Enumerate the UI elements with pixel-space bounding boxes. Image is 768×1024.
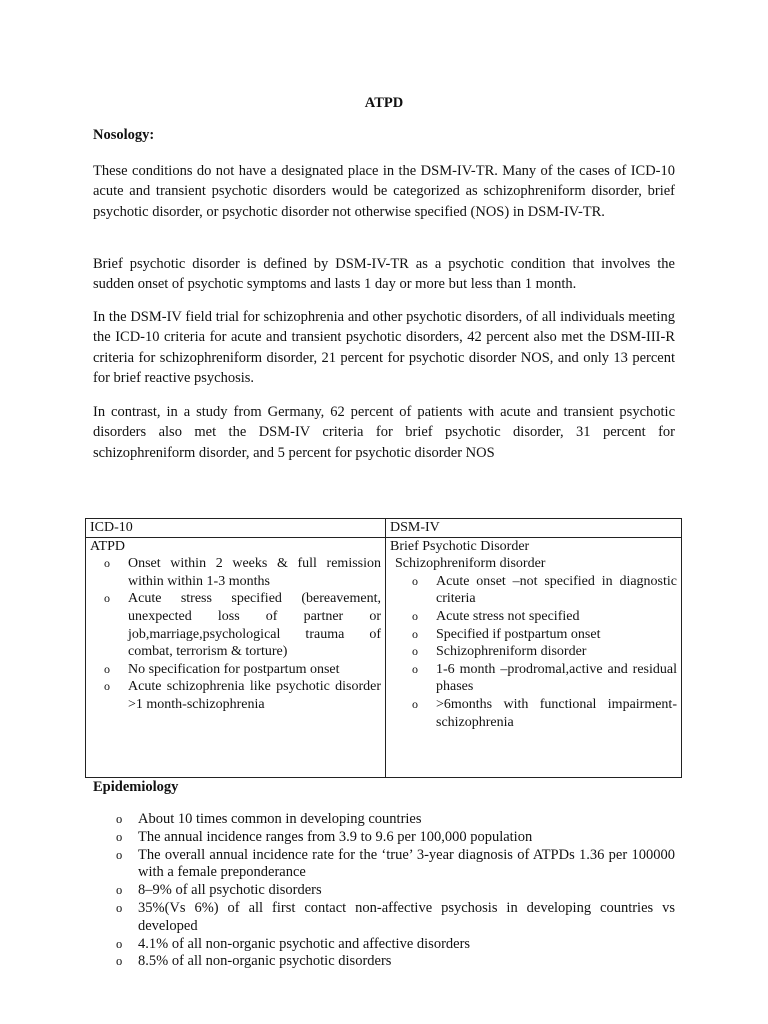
list-item: o Onset within 2 weeks & full remission within within 1-3 months [128,555,381,590]
table-body-row [86,537,682,777]
list-item: o The annual incidence ranges from 3.9 to 9.6 per 100,000 population [138,829,675,847]
list-item: o Specified if postpartum onset [436,626,677,644]
comparison-table [85,518,682,778]
list-item: o 8–9% of all psychotic disorders [138,882,675,900]
list-item: o Acute onset –not specified in diagnostic criteria [436,573,677,608]
dsm4-title-schizophreniform: Schizophreniform disorder [395,556,546,572]
nosology-heading: Nosology: [93,127,155,143]
list-item: o The overall annual incidence rate for the ‘true’ 3-year diagnosis of ATPDs 1.36 per 100000 with a female preponderance [138,847,675,883]
dsm4-list [390,573,677,731]
paragraph-3: In the DSM-IV field trial for schizophrenia and other psychotic disorders, of all individuals meeting the ICD-10 criteria for acute and transient psychotic disorders, 42 percent also met the DSM-III-R criteria for schizophreniform disorder, 21 percent for psychotic disorder NOS, and only 13 percent for brief reactive psychosis. [93,309,675,387]
document-title: ATPD [364,95,404,111]
dsm4-cell [386,537,682,777]
paragraph-4: In contrast, in a study from Germany, 62 percent of patients with acute and transient psychotic disorders also met the DSM-IV criteria for brief psychotic disorder, 31 percent for schizophreniform disorder, and 5 percent for psychotic disorder NOS [93,404,675,461]
dsm4-title-brief: Brief Psychotic Disorder [390,538,530,554]
icd10-cell [86,537,386,777]
paragraph-1: These conditions do not have a designated place in the DSM-IV-TR. Many of the cases of ICD-10 acute and transient psychotic disorders would be categorized as schizophreniform disorder, brief psychotic disorder, or psychotic disorder not otherwise specified (NOS) in DSM-IV-TR. [93,163,675,220]
list-item: o >6months with functional impairment-schizophrenia [436,696,677,731]
paragraph-2: Brief psychotic disorder is defined by DSM-IV-TR as a psychotic condition that involves the sudden onset of psychotic symptoms and lasts 1 day or more but less than 1 month. [93,256,675,293]
list-item: o Schizophreniform disorder [436,643,677,661]
list-item: o About 10 times common in developing countries [138,811,675,829]
epidemiology-list [138,811,675,971]
list-item: o Acute schizophrenia like psychotic disorder >1 month-schizophrenia [128,678,381,713]
table-header-dsm4: DSM-IV [386,519,682,538]
list-item: o Acute stress specified (bereavement, unexpected loss of partner or job,marriage,psychological trauma of combat, terrorism & torture) [128,590,381,660]
icd10-title: ATPD [90,538,126,554]
list-item: o No specification for postpartum onset [128,661,381,679]
list-item: o 35%(Vs 6%) of all first contact non-affective psychosis in developing countries vs developed [138,900,675,936]
epidemiology-heading: Epidemiology [93,779,179,795]
list-item: o 1-6 month –prodromal,active and residual phases [436,661,677,696]
table-header-row [86,519,682,538]
icd10-list [90,555,381,713]
list-item: o 8.5% of all non-organic psychotic disorders [138,953,675,971]
table-header-icd10: ICD-10 [86,519,386,538]
list-item: o Acute stress not specified [436,608,677,626]
list-item: o 4.1% of all non-organic psychotic and affective disorders [138,936,675,954]
